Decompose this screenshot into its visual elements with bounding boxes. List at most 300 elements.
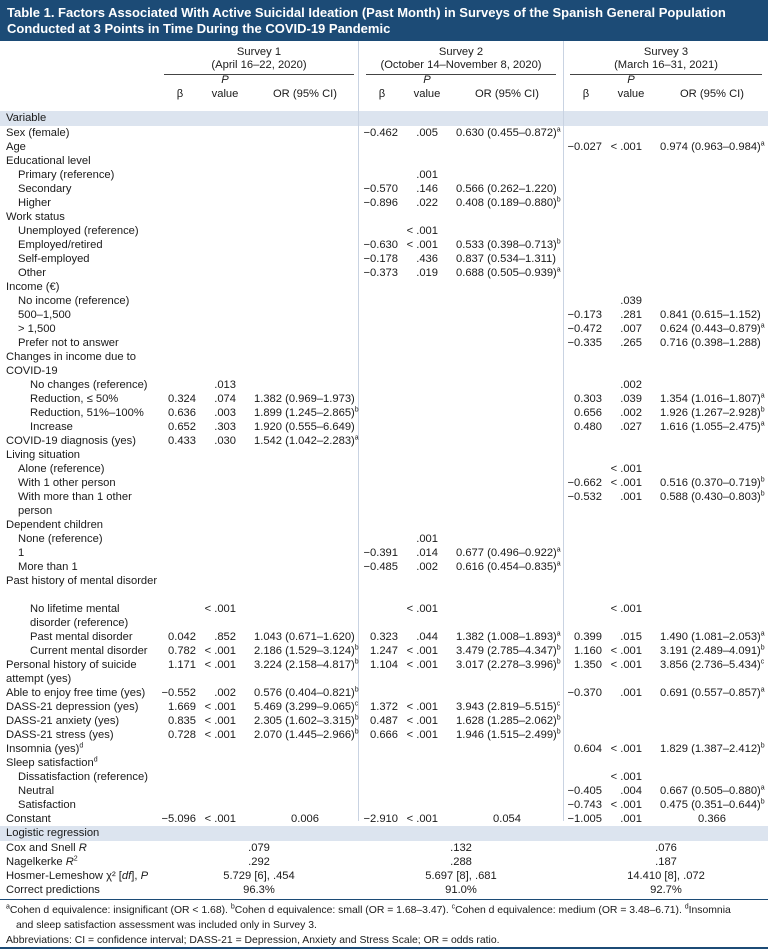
footnote-marker: a [760, 420, 765, 428]
header-rule [164, 74, 354, 75]
footnote-line-1 [6, 904, 762, 918]
odds-ratio-text: 1.043 (0.671–1.620) [254, 631, 355, 643]
beta-value: −0.027 [567, 141, 602, 153]
abbreviations: Abbreviations: CI = confidence interval; DASS-21 = Depression, Anxiety and Stress Scale; OR = odds ratio. [6, 935, 500, 946]
odds-ratio-value [250, 812, 360, 826]
variable-label [18, 798, 161, 812]
variable-label [18, 770, 161, 784]
odds-ratio-value [660, 630, 765, 644]
odds-ratio-text: 3.479 (2.785–4.347) [456, 645, 557, 657]
footnote-marker: b [556, 714, 561, 722]
variable-label-text: Employed/retired [18, 239, 103, 251]
beta-value: −0.552 [161, 687, 196, 699]
odds-ratio-value [456, 252, 556, 266]
beta-value: 1.160 [574, 645, 602, 657]
beta-value: −5.096 [161, 813, 196, 825]
table-row [0, 644, 768, 658]
bottom-rule [0, 947, 768, 949]
table-row [0, 756, 768, 770]
odds-ratio-value [456, 546, 561, 560]
variable-label [6, 812, 161, 826]
footnote-marker: b [760, 742, 765, 750]
odds-ratio-value [254, 630, 355, 644]
variable-label-text: Alone (reference) [18, 463, 105, 475]
footnote-marker: b [354, 658, 359, 666]
odds-ratio-text: 1.628 (1.285–2.062) [456, 715, 557, 727]
footnote-marker: b [354, 714, 359, 722]
table-row [0, 490, 768, 518]
odds-ratio-text: 0.408 (0.189–0.880) [456, 197, 557, 209]
beta-value: 1.350 [574, 659, 602, 671]
variable-label-text: Secondary [18, 183, 72, 195]
regression-label-text: Correct predictions [6, 884, 100, 896]
odds-ratio-text: 0.576 (0.404–0.821) [254, 687, 355, 699]
variable-label [6, 574, 161, 588]
p-value: < .001 [406, 701, 438, 713]
odds-ratio-value [254, 392, 355, 406]
superscript: 2 [73, 855, 78, 863]
p-value: < .001 [406, 225, 438, 237]
p-value: .001 [416, 533, 438, 545]
odds-ratio-text: 2.070 (1.445–2.966) [254, 729, 355, 741]
odds-ratio-text: 0.588 (0.430–0.803) [660, 491, 761, 503]
variable-label-text: Dependent children [6, 519, 104, 531]
odds-ratio-text: 0.006 [291, 813, 319, 825]
section-variable: Variable [0, 111, 768, 126]
table-row [0, 140, 768, 154]
variable-label [18, 322, 161, 336]
beta-value: 1.171 [168, 659, 196, 671]
footnote-marker: a [760, 392, 765, 400]
survey-dates: (April 16–22, 2020) [211, 59, 307, 71]
footnote-marker: c [451, 903, 456, 911]
table-row [0, 518, 768, 532]
odds-ratio-value [456, 182, 557, 196]
table-row [0, 784, 768, 798]
odds-ratio-header: OR (95% CI) [474, 88, 540, 100]
footnote-text: Cohen d equivalence: insignificant (OR < 1.68). [9, 905, 231, 916]
table-row [0, 378, 768, 392]
variable-label [6, 658, 161, 686]
beta-value: −0.462 [363, 127, 398, 139]
beta-value: −0.370 [567, 687, 602, 699]
survey-name: Survey 1 [236, 46, 282, 58]
p-value: < .001 [204, 645, 236, 657]
footnote-marker: b [760, 476, 765, 484]
p-value-header: P [423, 74, 431, 86]
variable-label-text: Self-employed [18, 253, 90, 265]
beta-value: 0.324 [168, 393, 196, 405]
p-value: < .001 [610, 463, 642, 475]
beta-value: 0.399 [574, 631, 602, 643]
variable-label-text: Reduction, 51%–100% [30, 407, 144, 419]
regression-label-italic: P [140, 870, 149, 882]
beta-value: −0.335 [567, 337, 602, 349]
footnote-marker: b [556, 658, 561, 666]
beta-value: 0.652 [168, 421, 196, 433]
footnote-marker: b [556, 238, 561, 246]
beta-value: 0.303 [574, 393, 602, 405]
beta-value: 1.372 [370, 701, 398, 713]
beta-value: −2.910 [363, 813, 398, 825]
variable-label [6, 714, 161, 728]
footnote-marker: c [556, 700, 561, 708]
p-value: .007 [620, 323, 642, 335]
odds-ratio-text: 3.943 (2.819–5.515) [456, 701, 557, 713]
odds-ratio-text: 3.017 (2.278–3.996) [456, 659, 557, 671]
variable-label [18, 560, 161, 574]
table-row [0, 168, 768, 182]
variable-label [6, 448, 161, 462]
table-row [0, 252, 768, 266]
variable-label [18, 532, 161, 546]
footnote-marker: a [760, 322, 765, 330]
p-value-header: value [413, 88, 441, 100]
p-value: < .001 [204, 729, 236, 741]
odds-ratio-text: 1.920 (0.555–6.649) [254, 421, 355, 433]
p-value: < .001 [204, 659, 236, 671]
odds-ratio-text: 0.630 (0.455–0.872) [456, 127, 557, 139]
odds-ratio-value [660, 798, 765, 812]
p-value: < .001 [406, 603, 438, 615]
odds-ratio-text: 0.716 (0.398–1.288) [660, 337, 761, 349]
beta-value: −0.373 [363, 267, 398, 279]
odds-ratio-value [660, 322, 765, 336]
footnote-marker: b [556, 728, 561, 736]
regression-value: 92.7% [650, 884, 682, 896]
p-value: .146 [416, 183, 438, 195]
odds-ratio-text: 1.542 (1.042–2.283) [254, 435, 355, 447]
footnote-marker: b [760, 406, 765, 414]
variable-label [6, 280, 161, 294]
odds-ratio-text: 1.926 (1.267–2.928) [660, 407, 761, 419]
regression-label-italic: R [78, 842, 87, 854]
p-value: .014 [416, 547, 438, 559]
p-value: .044 [416, 631, 438, 643]
variable-label-text: No changes (reference) [30, 379, 148, 391]
p-value: < .001 [610, 603, 642, 615]
variable-label-text: Prefer not to answer [18, 337, 119, 349]
odds-ratio-value [660, 476, 765, 490]
footnote-marker: d [79, 742, 84, 750]
table-row [0, 182, 768, 196]
variable-label [18, 294, 161, 308]
variable-label [30, 406, 161, 420]
variable-label [18, 252, 161, 266]
table-row [0, 308, 768, 322]
table-row [0, 658, 768, 686]
p-value: .002 [620, 379, 642, 391]
odds-ratio-value [456, 266, 561, 280]
regression-value: .079 [248, 842, 270, 854]
odds-ratio-text: 3.224 (2.158–4.817) [254, 659, 355, 671]
odds-ratio-text: 0.841 (0.615–1.152) [660, 309, 761, 321]
odds-ratio-value [660, 658, 764, 672]
odds-ratio-value [660, 392, 765, 406]
footnote-marker: b [354, 686, 359, 694]
variable-label-text: Sleep satisfaction [6, 757, 94, 769]
table-row [0, 266, 768, 280]
footnote-marker: d [93, 756, 98, 764]
odds-ratio-value [254, 644, 359, 658]
beta-value: 0.487 [370, 715, 398, 727]
variable-label-text: Past history of mental disorder [6, 575, 158, 587]
table-row [0, 798, 768, 812]
footnote-marker: c [354, 700, 359, 708]
variable-label [18, 238, 161, 252]
p-value: < .001 [204, 715, 236, 727]
p-value: .303 [214, 421, 236, 433]
survey-1-header [160, 46, 358, 72]
odds-ratio-value [660, 140, 765, 154]
p-value: .005 [416, 127, 438, 139]
table-row [0, 770, 768, 784]
footnote-marker: b [556, 196, 561, 204]
odds-ratio-text: 0.475 (0.351–0.644) [660, 799, 761, 811]
variable-label [6, 126, 161, 140]
variable-label-text: DASS-21 anxiety (yes) [6, 715, 120, 727]
odds-ratio-text: 0.054 [493, 813, 521, 825]
p-value: < .001 [406, 729, 438, 741]
beta-value: −0.896 [363, 197, 398, 209]
beta-value: 1.669 [168, 701, 196, 713]
variable-label [30, 644, 161, 658]
odds-ratio-value [660, 644, 765, 658]
p-value: .013 [214, 379, 236, 391]
table-row [0, 560, 768, 574]
p-value: < .001 [204, 813, 236, 825]
variable-label [6, 434, 161, 448]
odds-ratio-value [456, 658, 561, 672]
odds-ratio-text: 0.624 (0.443–0.879) [660, 323, 761, 335]
regression-value: 5.697 [8], .681 [425, 870, 497, 882]
p-value: < .001 [406, 645, 438, 657]
variable-label-text: Increase [30, 421, 73, 433]
p-value: .015 [620, 631, 642, 643]
odds-ratio-value [254, 406, 359, 420]
odds-ratio-value [660, 308, 761, 322]
variable-label-text: 500–1,500 [18, 309, 71, 321]
odds-ratio-text: 1.382 (1.008–1.893) [456, 631, 557, 643]
odds-ratio-text: 0.516 (0.370–0.719) [660, 477, 761, 489]
p-value: .852 [214, 631, 236, 643]
odds-ratio-value [660, 336, 761, 350]
table-row [0, 448, 768, 462]
beta-value: −0.662 [567, 477, 602, 489]
beta-value: −0.173 [567, 309, 602, 321]
beta-value: −0.630 [363, 239, 398, 251]
footnote-text: Cohen d equivalence: small (OR = 1.68–3.47). [234, 905, 452, 916]
variable-label [18, 336, 161, 350]
table-row [0, 476, 768, 490]
regression-row [0, 855, 768, 869]
beta-header: β [378, 88, 386, 100]
variable-label [30, 602, 161, 630]
p-value: .039 [620, 295, 642, 307]
regression-label-italic: R [65, 856, 74, 868]
odds-ratio-text: 0.837 (0.534–1.311) [456, 253, 556, 265]
variable-label-text: Past mental disorder [30, 631, 133, 643]
beta-value: −1.005 [567, 813, 602, 825]
table-title-line-2: Conducted at 3 Points in Time During the COVID-19 Pandemic [7, 21, 391, 36]
table-row [0, 210, 768, 224]
odds-ratio-text: 2.186 (1.529–3.124) [254, 645, 355, 657]
table-row [0, 294, 768, 308]
odds-ratio-value [660, 742, 765, 756]
table-title-line-1: Table 1. Factors Associated With Active Suicidal Ideation (Past Month) in Surveys of the Spanish General Population [7, 5, 726, 20]
regression-row [0, 883, 768, 897]
odds-ratio-text: 0.691 (0.557–0.857) [660, 687, 761, 699]
table-row [0, 322, 768, 336]
beta-header: β [582, 88, 590, 100]
p-value: .265 [620, 337, 642, 349]
variable-label [6, 154, 161, 168]
table-title [0, 0, 768, 41]
odds-ratio-text: 2.305 (1.602–3.315) [254, 715, 355, 727]
column-header [0, 41, 768, 111]
odds-ratio-text: 1.899 (1.245–2.865) [254, 407, 355, 419]
p-value-header: P [221, 74, 229, 86]
table-row [0, 420, 768, 434]
p-value: < .001 [610, 141, 642, 153]
regression-value: 5.729 [6], .454 [223, 870, 295, 882]
survey-2-header [362, 46, 560, 72]
table-row [0, 546, 768, 560]
regression-label-text: Hosmer-Lemeshow χ² [ [6, 870, 122, 882]
variable-label-text: Reduction, ≤ 50% [30, 393, 119, 405]
table-row [0, 574, 768, 602]
table-row [0, 812, 768, 826]
variable-label-text: Educational level [6, 155, 91, 167]
odds-ratio-text: 3.856 (2.736–5.434) [660, 659, 761, 671]
variable-label-text: COVID-19 diagnosis (yes) [6, 435, 136, 447]
odds-ratio-text: 0.366 [698, 813, 726, 825]
beta-value: 1.104 [370, 659, 398, 671]
variable-label-text: Primary (reference) [18, 169, 115, 181]
footnote-marker: a [760, 686, 765, 694]
variable-label-text: DASS-21 depression (yes) [6, 701, 139, 713]
odds-ratio-text: 0.667 (0.505–0.880) [660, 785, 761, 797]
table-row [0, 532, 768, 546]
variable-label-text: > 1,500 [18, 323, 56, 335]
p-value: .039 [620, 393, 642, 405]
p-value-header: value [211, 88, 239, 100]
p-value: < .001 [204, 603, 236, 615]
p-value: .002 [416, 561, 438, 573]
variable-label [18, 490, 161, 518]
odds-ratio-value [254, 658, 359, 672]
odds-ratio-text: 3.191 (2.489–4.091) [660, 645, 761, 657]
regression-value: .292 [248, 856, 270, 868]
footnote-marker: a [760, 784, 765, 792]
variable-label-text: Age [6, 141, 26, 153]
footnote-marker: b [354, 644, 359, 652]
odds-ratio-text: 0.566 (0.262–1.220) [456, 183, 557, 195]
footnote-marker: b [556, 644, 561, 652]
p-value: < .001 [610, 645, 642, 657]
p-value: .001 [620, 813, 642, 825]
regression-label-text: ], [131, 870, 141, 882]
survey-dates: (March 16–31, 2021) [614, 59, 718, 71]
variable-label [18, 546, 161, 560]
p-value: .027 [620, 421, 642, 433]
variable-label [18, 308, 161, 322]
regression-value: .132 [450, 842, 472, 854]
beta-value: 0.636 [168, 407, 196, 419]
variable-label [6, 350, 161, 378]
footnotes [0, 899, 768, 948]
header-rule [570, 74, 762, 75]
footnote-marker: b [760, 490, 765, 498]
odds-ratio-value [456, 196, 561, 210]
variable-label [6, 742, 161, 756]
p-value: < .001 [610, 477, 642, 489]
odds-ratio-text: 1.616 (1.055–2.475) [660, 421, 761, 433]
variable-label-text: Living situation [6, 449, 81, 461]
table-row [0, 238, 768, 252]
p-value: .001 [620, 491, 642, 503]
table-row [0, 392, 768, 406]
odds-ratio-value [456, 714, 561, 728]
odds-ratio-value [660, 420, 765, 434]
variable-label [18, 266, 161, 280]
p-value: < .001 [610, 799, 642, 811]
regression-value: 91.0% [445, 884, 477, 896]
regression-value: 96.3% [243, 884, 275, 896]
odds-ratio-text: 1.829 (1.387–2.412) [660, 743, 761, 755]
odds-ratio-value [660, 686, 765, 700]
variable-label [6, 700, 161, 714]
table-row [0, 434, 768, 448]
variable-label-text: Other [18, 267, 46, 279]
footnote-marker: a [556, 546, 561, 554]
footnote-marker: a [556, 560, 561, 568]
p-value: < .001 [204, 701, 236, 713]
regression-label-text: Nagelkerke [6, 856, 66, 868]
variable-label-text: With more than 1 other person [18, 491, 132, 517]
table-row [0, 336, 768, 350]
p-value: .001 [416, 169, 438, 181]
table-row [0, 280, 768, 294]
odds-ratio-text: 1.946 (1.515–2.499) [456, 729, 557, 741]
odds-ratio-value [254, 714, 359, 728]
survey-name: Survey 2 [438, 46, 484, 58]
odds-ratio-text: 1.490 (1.081–2.053) [660, 631, 761, 643]
variable-label-text: Able to enjoy free time (yes) [6, 687, 146, 699]
odds-ratio-value [456, 700, 560, 714]
variable-label [18, 224, 161, 238]
beta-value: −0.178 [363, 253, 398, 265]
odds-ratio-value [660, 490, 765, 504]
p-value: .002 [214, 687, 236, 699]
footnote-marker: a [6, 903, 10, 911]
odds-ratio-header: OR (95% CI) [272, 88, 338, 100]
footnote-line-2: and sleep satisfaction assessment was included only in Survey 3. [16, 920, 317, 931]
table-row [0, 742, 768, 756]
variable-label-text: Neutral [18, 785, 55, 797]
p-value: .281 [620, 309, 642, 321]
footnote-marker: a [556, 630, 561, 638]
table-row [0, 462, 768, 476]
variable-label [30, 392, 161, 406]
p-value: .002 [620, 407, 642, 419]
regression-value: 14.410 [8], .072 [627, 870, 705, 882]
table-row [0, 686, 768, 700]
variable-label-text: Current mental disorder [30, 645, 148, 657]
footnote-marker: a [556, 266, 561, 274]
regression-rows [0, 841, 768, 897]
odds-ratio-value [660, 406, 765, 420]
